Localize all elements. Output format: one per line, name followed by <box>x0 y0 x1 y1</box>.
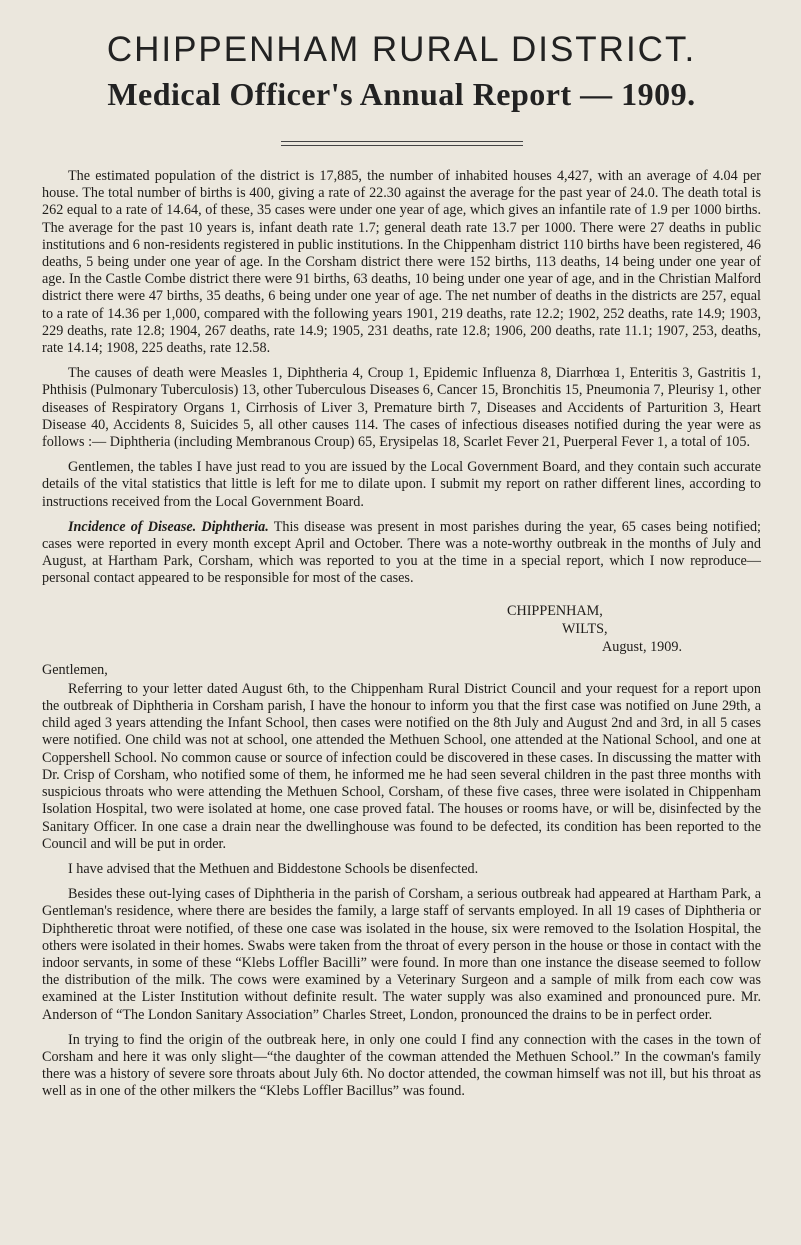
causes-of-death-paragraph: The causes of death were Measles 1, Diphtheria 4, Croup 1, Epidemic Influenza 8, Diarrhœa 1, Enteritis 3, Gastritis 1, Phthisis (Pulmonary Tuberculosis) 13, other Tuberculous Diseases 6, Cancer 15, Bronchitis 15, Pneumonia 7, Pleurisy 1, other diseases of Respiratory Organs 1, Cirrhosis of Liver 3, Premature birth 7, Diseases and Accidents of Parturition 3, Heart Disease 40, Accidents 8, Suicides 5, all other causes 114. The cases of infectious diseases notified during the year were as follows :— Diphtheria (including Membranous Croup) 65, Erysipelas 18, Scarlet Fever 21, Puerperal Fever 1, a total of 105. <box>42 365 761 451</box>
title-divider <box>281 141 523 146</box>
tables-paragraph: Gentlemen, the tables I have just read to you are issued by the Local Government Board, and they contain such accurate details of the vital statistics that little is left for me to dilate upon. I submit my report on rather different lines, according to instructions received from the Local Government Board. <box>42 459 761 510</box>
letter-salutation: Gentlemen, <box>42 661 108 678</box>
letter-outbreak-paragraph: Referring to your letter dated August 6th, to the Chippenham Rural District Council and your request for a report upon the outbreak of Diphtheria in Corsham parish, I have the honour to inform you that the first case was notified on June 29th, a child aged 3 years attending the Infant School, then cases were notified on the 8th July and August 2nd and 3rd, in all 5 cases were notified. One child was not at school, one attended the Methuen School, one attended at the National School, and one at Coppershell School. No common cause or source of infection could be discovered in these cases. In discussing the matter with Dr. Crisp of Corsham, who notified some of them, he informed me he had seen several children in the past three months with suspicious throats who were attending the Methuen School, Corsham, of these five cases, three were isolated in Chippenham Isolation Hospital, two were isolated at home, one case proved fatal. The houses or rooms have, or will be, disinfected by the Sanitary Officer. In one case a drain near the dwellinghouse was found to be defected, its condition has been reported to the Council and will be put in order. <box>42 680 761 852</box>
letter-heading <box>42 602 761 656</box>
population-paragraph: The estimated population of the district is 17,885, the number of inhabited houses 4,427, with an average of 4.04 per house. The total number of births is 400, giving a rate of 22.30 against the average for the past year of 24.0. The death total is 262 equal to a rate of 14.64, of these, 35 cases were under one year of age, which gives an infantile rate of 1.9 per 1000 births. The average for the past 10 years is, infant death rate 1.7; general death rate 13.7 per 1000. There were 27 deaths in public institutions and 6 non-residents registered in public institutions. In the Chippenham district 110 births have been registered, 46 deaths, 5 being under one year of age. In the Corsham district there were 152 births, 113 deaths, 14 being under one year of age. In the Castle Combe district there were 91 births, 63 deaths, 10 being under one year of age, and in the Christian Malford district there were 47 births, 35 deaths, 6 being under one year of age. The net number of deaths in the districts are 257, equal to a rate of 14.36 per 1,000, compared with the following years 1901, 219 deaths, rate 12.2; 1902, 252 deaths, rate 14.9; 1903, 229 deaths, rate 12.8; 1904, 267 deaths, rate 14.9; 1905, 231 deaths, rate 12.8; 1906, 200 deaths, rate 11.1; 1907, 253, deaths, rate 14.14; 1908, 225 deaths, rate 12.58. <box>42 168 761 357</box>
report-title: Medical Officer's Annual Report — 1909. <box>107 76 696 112</box>
district-title: CHIPPENHAM RURAL DISTRICT. <box>106 30 697 69</box>
disinfection-paragraph: I have advised that the Methuen and Biddestone Schools be disenfected. <box>68 860 479 877</box>
letter-date: August, 1909. <box>602 638 683 655</box>
hartham-outbreak-paragraph: Besides these out-lying cases of Diphtheria in the parish of Corsham, a serious outbreak had appeared at Hartham Park, a Gentleman's residence, where there are besides the family, a large staff of servants employed. In all 19 cases of Diphtheria or Diphtheretic throat were notified, of these one case was isolated in the house, six were removed to the Isolation Hospital, the others were isolated in their homes. Swabs were taken from the throat of every person in the house or those in contact with the indoor servants, in some of these “Klebs Loffler Bacilli” were found. In more than one instance the disease seemed to follow the distribution of the milk. The cows were examined by a Veterinary Surgeon and a sample of milk from each cow was examined at the Lister Institution without definite result. The water supply was also examined and pronounced pure. Mr. Anderson of “The London Sanitary Association” Charles Street, London, pronounced the drains to be in perfect order. <box>42 886 761 1023</box>
origin-paragraph: In trying to find the origin of the outbreak here, in only one could I find any connection with the cases in the town of Corsham and here it was only slight—“the daughter of the cowman attended the Methuen School.” In the cowman's family there was a history of severe sore throats about July 6th. No doctor attended, the cowman himself was not ill, but his throat as well as in one of the other milkers the “Klebs Loffler Bacillus” was found. <box>42 1031 761 1100</box>
letter-place: CHIPPENHAM, <box>507 602 603 619</box>
incidence-heading: Incidence of Disease. Diphtheria. <box>68 518 269 535</box>
letter-county: WILTS, <box>562 620 608 637</box>
diphtheria-text: This disease was present in most parishes during the year, 65 cases being notified; cases were reported in every month except April and October. There was a note-worthy outbreak in the months of July and August, at Hartham Park, Corsham, which was reported to you at the time in a special report, which I now reproduce—personal contact appeared to be responsible for most of the cases. <box>42 518 761 587</box>
diphtheria-paragraph <box>42 519 761 588</box>
